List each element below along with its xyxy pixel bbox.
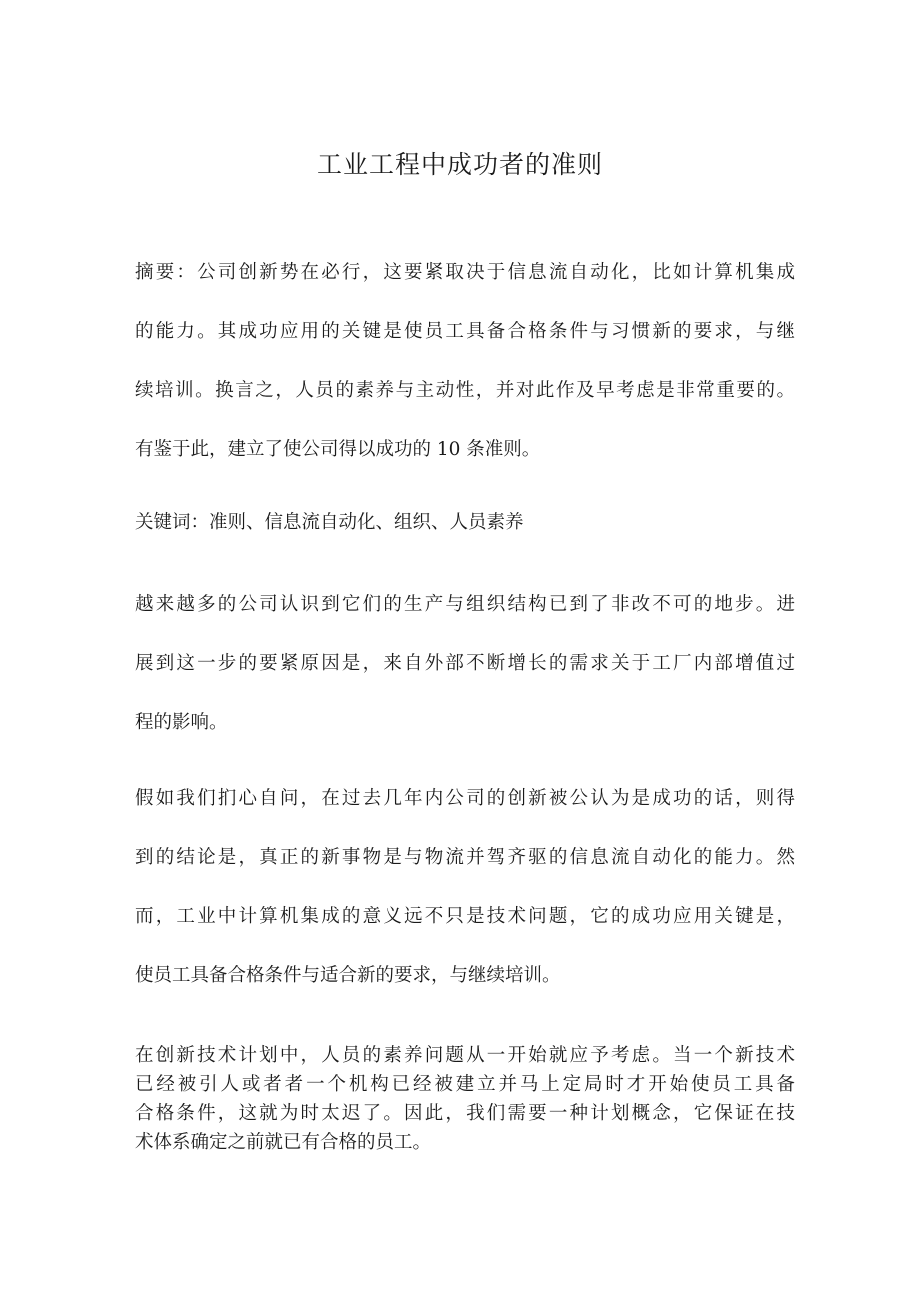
paragraph-line: 越来越多的公司认识到它们的生产与组织结构已到了非改不可的地步。进 — [135, 594, 795, 615]
abstract-paragraph — [135, 258, 795, 494]
paragraph-line: 使员工具备合格条件与适合新的要求，与继续培训。 — [135, 965, 561, 986]
abstract-line: 的能力。其成功应用的关键是使员工具备合格条件与习惯新的要求，与继 — [135, 321, 795, 342]
paragraph-line: 程的影响。 — [135, 712, 228, 733]
body-paragraph-2 — [135, 784, 795, 1020]
paragraph-line: 合格条件，这就为时太迟了。因此，我们需要一种计划概念，它保证在技 — [135, 1103, 795, 1124]
paragraph-line: 在创新技术计划中，人员的素养问题从一开始就应予考虑。当一个新技术 — [135, 1045, 795, 1066]
paragraph-line: 术体系确定之前就已有合格的员工。 — [135, 1132, 432, 1153]
keywords-paragraph — [135, 508, 795, 567]
abstract-line: 续培训。换言之，人员的素养与主动性，并对此作及早考虑是非常重要的。 — [135, 380, 795, 401]
paragraph-line: 而，工业中计算机集成的意义远不只是技术问题，它的成功应用关键是， — [135, 906, 795, 927]
paragraph-line: 假如我们扪心自问，在过去几年内公司的创新被公认为是成功的话，则得 — [135, 788, 795, 809]
paragraph-line: 展到这一步的要紧原因是，来自外部不断增长的需求关于工厂内部增值过 — [135, 653, 795, 674]
abstract-line: 摘要：公司创新势在必行，这要紧取决于信息流自动化，比如计算机集成 — [135, 262, 795, 283]
paragraph-line: 到的结论是，真正的新事物是与物流并驾齐驱的信息流自动化的能力。然 — [135, 847, 795, 868]
paragraph-line: 已经被引人或者者一个机构已经被建立并马上定局时才开始使员工具备 — [135, 1074, 795, 1095]
abstract-line: 有鉴于此，建立了使公司得以成功的 10 条准则。 — [135, 439, 541, 460]
keywords-line: 关键词：准则、信息流自动化、组织、人员素养 — [135, 512, 524, 533]
body-paragraph-1 — [135, 590, 795, 767]
document-title: 工业工程中成功者的准则 — [316, 150, 603, 179]
body-paragraph-3 — [135, 1041, 795, 1157]
